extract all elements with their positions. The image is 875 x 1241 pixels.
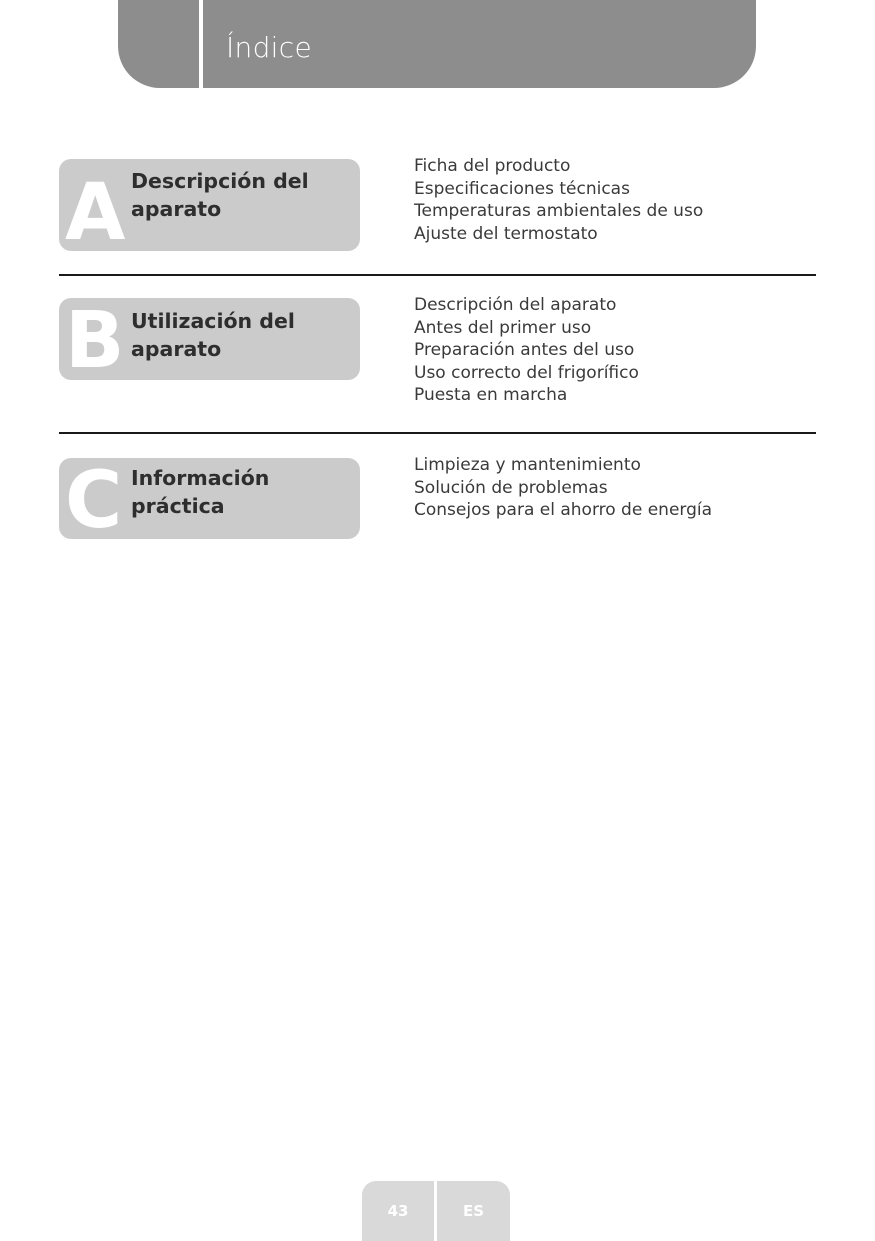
header-divider — [199, 0, 203, 88]
topic-item[interactable]: Consejos para el ahorro de energía — [414, 500, 713, 521]
topic-item[interactable]: Ficha del producto — [414, 156, 571, 176]
topic-item[interactable]: Temperaturas ambientales de uso — [414, 201, 704, 222]
topic-item[interactable]: Uso correcto del frigorífico — [414, 362, 639, 383]
section-b-box[interactable] — [59, 298, 360, 380]
language-code: ES — [437, 1181, 510, 1241]
topic-item[interactable]: Preparación antes del uso — [414, 340, 635, 361]
topic-item[interactable]: Descripción del aparato — [414, 295, 617, 315]
topic-item[interactable]: Limpieza y mantenimiento — [414, 455, 641, 475]
section-b-letter: B — [65, 298, 125, 380]
section-divider — [59, 274, 816, 276]
section-b-title: Utilización del aparato — [131, 309, 295, 361]
section-divider — [59, 432, 816, 434]
topic-item[interactable]: Ajuste del termostato — [414, 223, 598, 244]
section-b-topics — [414, 294, 639, 407]
section-a-title: Descripción del aparato — [131, 169, 309, 221]
page-title: Índice — [226, 31, 312, 64]
section-a-topics — [414, 155, 703, 245]
section-a-box[interactable] — [59, 159, 360, 251]
topic-item[interactable]: Puesta en marcha — [414, 385, 568, 406]
page-number: 43 — [362, 1181, 434, 1241]
topic-item[interactable]: Solución de problemas — [414, 477, 608, 498]
section-a-letter: A — [65, 168, 126, 251]
section-c-topics — [414, 454, 712, 522]
section-c-box[interactable] — [59, 458, 360, 539]
topic-item[interactable]: Especificaciones técnicas — [414, 178, 630, 199]
header-tab — [118, 0, 756, 88]
section-c-letter: C — [65, 458, 123, 539]
topic-item[interactable]: Antes del primer uso — [414, 317, 592, 338]
section-c-title: Información práctica — [131, 466, 270, 518]
